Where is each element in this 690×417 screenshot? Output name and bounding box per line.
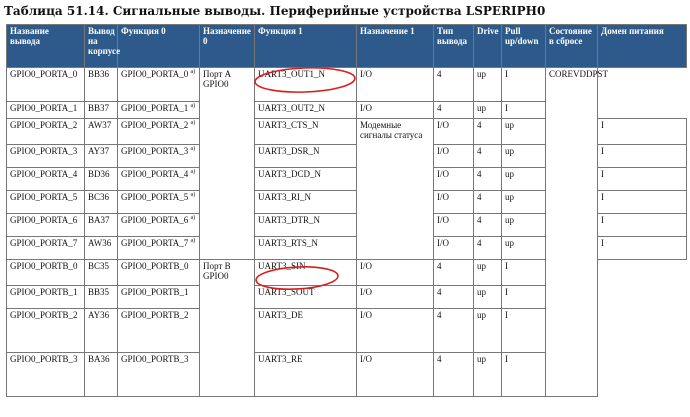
column-header: Домен питания: [598, 25, 687, 68]
table-cell: BA37: [85, 214, 118, 237]
table-cell: [118, 145, 200, 168]
table-cell: I/O: [434, 237, 474, 260]
table-cell: GPIO0_PORTB_0: [7, 260, 85, 286]
table-cell: [118, 214, 200, 237]
table-cell: UART3_DTR_N: [255, 214, 357, 237]
table-cell: GPIO0_PORTB_2: [7, 309, 85, 353]
table-cell: GPIO0_PORTA_3: [7, 145, 85, 168]
column-header: Вывод на корпусе: [85, 25, 118, 68]
table-cell: I: [598, 214, 687, 237]
table-cell: I: [598, 191, 687, 214]
table-cell: BC35: [85, 260, 118, 286]
table-cell: AW36: [85, 237, 118, 260]
table-cell: up: [502, 191, 546, 214]
table-cell: up: [474, 102, 502, 119]
table-cell: I/O: [357, 353, 434, 397]
table-cell: [118, 309, 200, 353]
table-cell: up: [474, 286, 502, 309]
table-cell: GPIO0_PORTA_2: [7, 119, 85, 145]
table-cell: UART3_DCD_N: [255, 168, 357, 191]
function0-text: GPIO0_PORTB_2: [121, 310, 189, 320]
column-header: Функция 1: [255, 25, 357, 68]
table-cell: AW37: [85, 119, 118, 145]
table-cell: I: [502, 353, 546, 397]
column-header: Drive: [474, 25, 502, 68]
table-cell: up: [474, 353, 502, 397]
table-cell: AY36: [85, 309, 118, 353]
table-cell: 4: [474, 237, 502, 260]
table-cell: BA36: [85, 353, 118, 397]
table-cell: I/O: [434, 191, 474, 214]
table-cell: 4: [434, 260, 474, 286]
table-cell: [118, 168, 200, 191]
table-cell: I: [598, 168, 687, 191]
table-cell: I: [502, 102, 546, 119]
table-cell: UART3_SIN: [255, 260, 357, 286]
table-cell: 4: [474, 119, 502, 145]
table-cell: [118, 353, 200, 397]
footnote-mark: a): [190, 215, 196, 221]
table-cell: GPIO0_PORTA_0: [7, 68, 85, 102]
footnote-mark: a): [190, 69, 196, 75]
table-cell: BD36: [85, 168, 118, 191]
column-header: Название вывода: [7, 25, 85, 68]
table-cell: UART3_DSR_N: [255, 145, 357, 168]
table-cell: 4: [474, 191, 502, 214]
function0-text: GPIO0_PORTA_5: [121, 192, 189, 202]
column-header: Назначение 1: [357, 25, 434, 68]
table-cell: UART3_RE: [255, 353, 357, 397]
table-cell: BB37: [85, 102, 118, 119]
function0-text: GPIO0_PORTA_1: [121, 103, 189, 113]
table-cell: up: [474, 260, 502, 286]
table-cell: I/O: [434, 168, 474, 191]
table-cell: 4: [434, 286, 474, 309]
table-cell: UART3_RI_N: [255, 191, 357, 214]
table-cell: up: [502, 168, 546, 191]
table-cell: I: [598, 119, 687, 145]
table-cell: 4: [474, 168, 502, 191]
table-cell: UART3_OUT1_N: [255, 68, 357, 102]
table-cell: [118, 68, 200, 102]
signal-table: [6, 24, 687, 397]
table-cell: 4: [474, 214, 502, 237]
function0-text: GPIO0_PORTB_3: [121, 354, 189, 364]
table-cell: 4: [434, 309, 474, 353]
table-cell: GPIO0_PORTB_1: [7, 286, 85, 309]
function0-text: GPIO0_PORTA_6: [121, 215, 189, 225]
table-cell: GPIO0_PORTA_1: [7, 102, 85, 119]
table-cell: I: [502, 260, 546, 286]
table-cell: BB35: [85, 286, 118, 309]
function0-text: GPIO0_PORTB_0: [121, 261, 189, 271]
column-header: Тип вывода: [434, 25, 474, 68]
table-cell: up: [502, 237, 546, 260]
table-cell: [118, 237, 200, 260]
footnote-mark: a): [190, 120, 196, 126]
table-cell: [118, 286, 200, 309]
table-cell: 4: [434, 353, 474, 397]
function0-text: GPIO0_PORTA_3: [121, 146, 189, 156]
table-cell: I: [598, 145, 687, 168]
footnote-mark: a): [190, 146, 196, 152]
table-cell: BB36: [85, 68, 118, 102]
table-cell: BC36: [85, 191, 118, 214]
header-row: [7, 25, 687, 68]
table-cell: 4: [434, 102, 474, 119]
footnote-mark: a): [190, 192, 196, 198]
table-cell: UART3_CTS_N: [255, 119, 357, 145]
table-cell: GPIO0_PORTA_7: [7, 237, 85, 260]
function0-text: GPIO0_PORTA_0: [121, 69, 189, 79]
table-cell: COREVDDPST: [546, 68, 598, 397]
table-cell: up: [474, 68, 502, 102]
table-cell: up: [502, 145, 546, 168]
table-cell: I/O: [357, 309, 434, 353]
table-cell: I: [502, 68, 546, 102]
table-cell: UART3_SOUT: [255, 286, 357, 309]
table-cell: GPIO0_PORTA_4: [7, 168, 85, 191]
function0-text: GPIO0_PORTA_4: [121, 169, 189, 179]
function0-text: GPIO0_PORTA_7: [121, 238, 189, 248]
table-cell: GPIO0_PORTB_3: [7, 353, 85, 397]
column-header: Pull up/down: [502, 25, 546, 68]
table-cell: UART3_DE: [255, 309, 357, 353]
table-cell: up: [474, 309, 502, 353]
table-cell: AY37: [85, 145, 118, 168]
table-cell: Модемные сигналы статуса: [357, 119, 434, 260]
table-cell: [118, 119, 200, 145]
table-cell: Порт B GPIO0: [200, 260, 255, 397]
function0-text: GPIO0_PORTB_1: [121, 287, 189, 297]
table-cell: I: [502, 286, 546, 309]
table-cell: UART3_OUT2_N: [255, 102, 357, 119]
table-cell: I/O: [357, 260, 434, 286]
table-cell: Порт A GPIO0: [200, 68, 255, 260]
table-cell: I: [502, 309, 546, 353]
footnote-mark: a): [190, 169, 196, 175]
table-cell: up: [502, 119, 546, 145]
table-cell: I/O: [434, 119, 474, 145]
table-cell: [118, 191, 200, 214]
table-cell: I/O: [357, 102, 434, 119]
table-cell: I: [598, 237, 687, 260]
table-cell: 4: [474, 145, 502, 168]
table-cell: [118, 260, 200, 286]
table-cell: I/O: [357, 68, 434, 102]
footnote-mark: a): [190, 238, 196, 244]
function0-text: GPIO0_PORTA_2: [121, 120, 189, 130]
column-header: Назначение 0: [200, 25, 255, 68]
column-header: Состояние в сбросе: [546, 25, 598, 68]
table-cell: I/O: [434, 145, 474, 168]
table-cell: I/O: [434, 214, 474, 237]
table-cell: 4: [434, 68, 474, 102]
table-row: [7, 68, 687, 102]
column-header: Функция 0: [118, 25, 200, 68]
table-cell: UART3_RTS_N: [255, 237, 357, 260]
table-cell: [118, 102, 200, 119]
table-cell: GPIO0_PORTA_5: [7, 191, 85, 214]
table-cell: GPIO0_PORTA_6: [7, 214, 85, 237]
table-title: Таблица 51.14. Сигнальные выводы. Периферийные устройства LSPERIPH0: [4, 4, 546, 18]
table-cell: up: [502, 214, 546, 237]
footnote-mark: a): [190, 103, 196, 109]
table-cell: I/O: [357, 286, 434, 309]
